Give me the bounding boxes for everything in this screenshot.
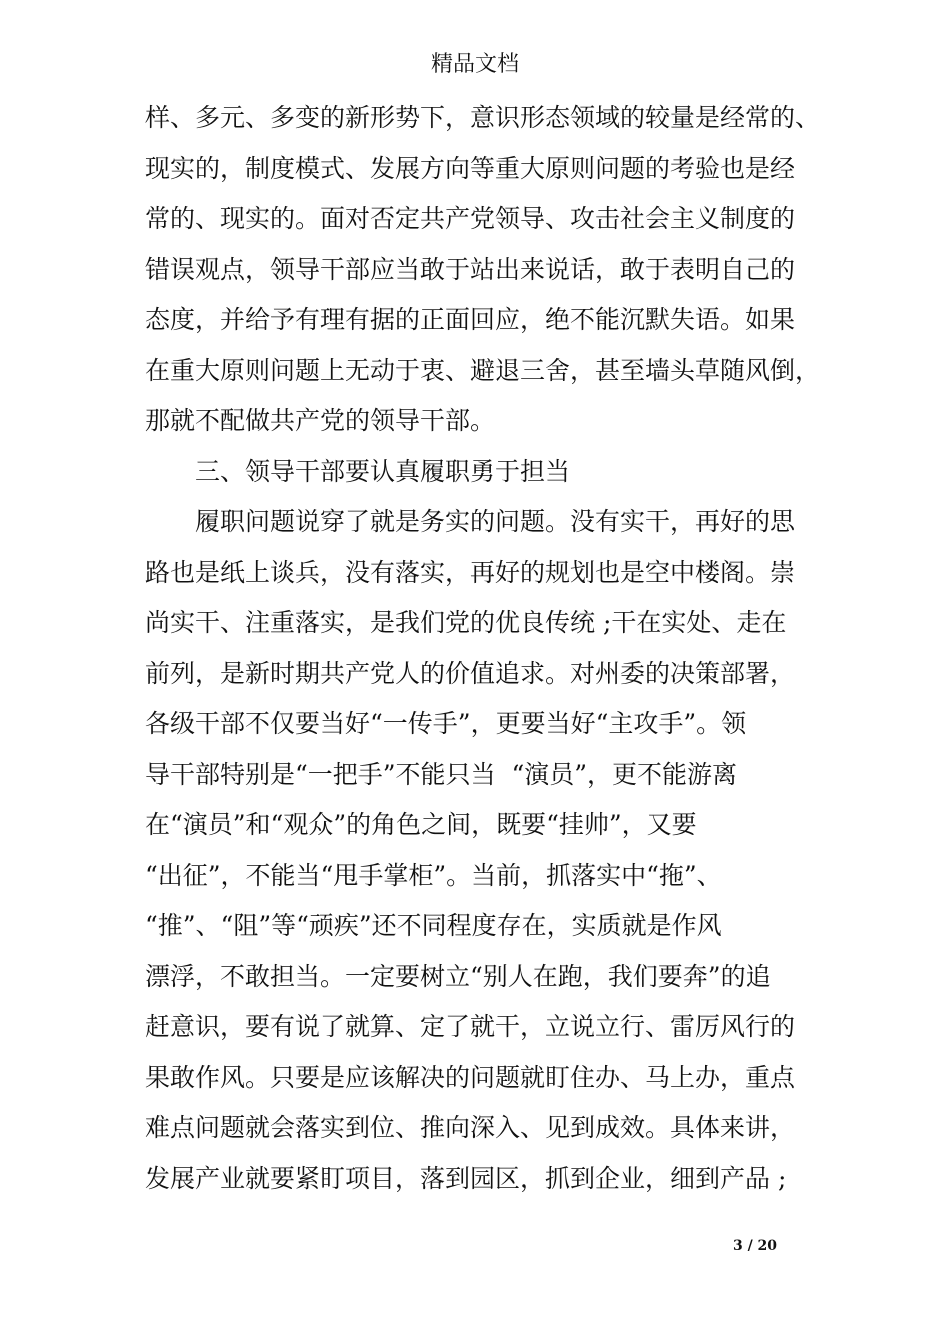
text-line: 发展产业就要紧盯项目，落到园区，抓到企业，细到产品 ; xyxy=(145,1163,787,1193)
text-line: 在重大原则问题上无动于衷、避退三舍，甚至墙头草随风倒， xyxy=(145,355,821,385)
page-header-title: 精品文档 xyxy=(430,52,519,77)
text-line: 那就不配做共产党的领导干部。 xyxy=(145,406,496,435)
text-line: 在“演员”和“观众”的角色之间，既要“挂帅”，又要 xyxy=(145,810,697,839)
text-line: 错误观点，领导干部应当敢于站出来说话，敢于表明自己的 xyxy=(145,254,796,284)
page-number: 3 / 20 xyxy=(732,1238,778,1254)
text-line: 果敢作风。只要是应该解决的问题就盯住办、马上办，重点 xyxy=(145,1062,796,1092)
text-line: 履职问题说穿了就是务实的问题。没有实干，再好的思 xyxy=(195,507,796,536)
text-line: 难点问题就会落实到位、推向深入、见到成效。具体来讲， xyxy=(145,1113,796,1142)
text-line: 三、领导干部要认真履职勇于担当 xyxy=(195,456,571,486)
text-line: “出征”，不能当“甩手掌柜”。当前，抓落实中“拖”、 xyxy=(145,860,722,890)
text-line: 态度，并给予有理有据的正面回应，绝不能沉默失语。如果 xyxy=(145,305,796,334)
text-line: 现实的，制度模式、发展方向等重大原则问题的考验也是经 xyxy=(145,153,796,183)
text-line: 导干部特别是“一把手”不能只当 “演员”，更不能游离 xyxy=(145,759,738,789)
text-line: 路也是纸上谈兵，没有落实，再好的规划也是空中楼阁。崇 xyxy=(145,557,796,587)
text-line: 尚实干、注重落实，是我们党的优良传统 ;干在实处、走在 xyxy=(145,608,787,637)
text-line: 常的、现实的。面对否定共产党领导、攻击社会主义制度的 xyxy=(145,204,796,233)
text-line: 漂浮，不敢担当。一定要树立“别人在跑，我们要奔”的追 xyxy=(145,961,771,991)
text-line: “推”、“阻”等“顽疾”还不同程度存在，实质就是作风 xyxy=(145,911,722,940)
text-line: 样、多元、多变的新形势下，意识形态领域的较量是经常的、 xyxy=(145,103,821,132)
text-line: 前列，是新时期共产党人的价值追求。对州委的决策部署， xyxy=(145,658,796,688)
text-line: 赶意识，要有说了就算、定了就干，立说立行、雷厉风行的 xyxy=(145,1012,796,1041)
text-line: 各级干部不仅要当好“一传手”，更要当好“主攻手”。领 xyxy=(145,709,747,738)
body-text xyxy=(145,100,821,1211)
